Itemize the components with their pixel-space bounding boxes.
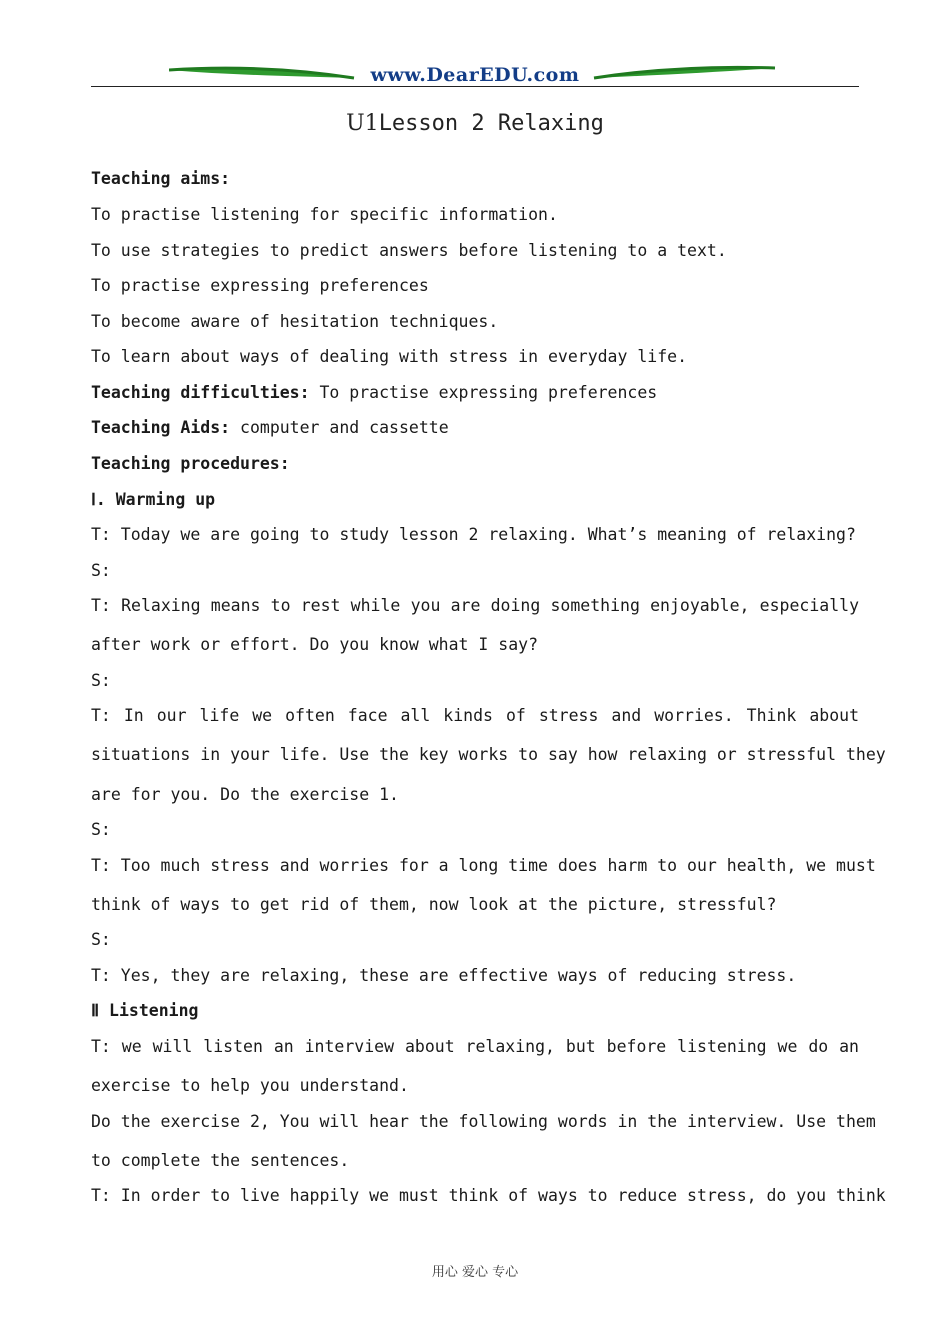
dialogue-line: situations in your life. Use the key works to say how relaxing or stressful they (91, 745, 886, 764)
aim-item: To become aware of hesitation techniques. (91, 312, 499, 331)
aim-item: To practise expressing preferences (91, 276, 429, 295)
dialogue-line: Do the exercise 2, You will hear the following words in the interview. Use them (91, 1112, 876, 1131)
dialogue-line: T: Today we are going to study lesson 2 relaxing. What’s meaning of relaxing? (91, 525, 856, 544)
dialogue-line: T: Too much stress and worries for a long time does harm to our health, we must (91, 856, 876, 875)
difficulties-value: To practise expressing preferences (309, 383, 658, 402)
dialogue-line: are for you. Do the exercise 1. (91, 785, 399, 804)
listening-heading: Ⅱ Listening (91, 1001, 199, 1020)
dialogue-line: S: (91, 561, 111, 580)
dialogue-line: T: we will listen an interview about relaxing, but before listening we do an (91, 1037, 859, 1056)
dialogue-line: T: Relaxing means to rest while you are doing something enjoyable, especially (91, 596, 859, 615)
dialogue-line: S: (91, 671, 111, 690)
dialogue-line: T: Yes, they are relaxing, these are effective ways of reducing stress. (91, 966, 797, 985)
dialogue-line: T: In our life we often face all kinds of stress and worries. Think about (91, 706, 859, 725)
page-header (91, 58, 859, 90)
page-footer: 用心 爱心 专心 (431, 1265, 519, 1280)
aids-label: Teaching Aids: (91, 418, 231, 437)
dialogue-line: T: In order to live happily we must think of ways to reduce stress, do you think (91, 1186, 886, 1205)
dialogue-line: to complete the sentences. (91, 1151, 350, 1170)
dialogue-line: think of ways to get rid of them, now look at the picture, stressful? (91, 895, 777, 914)
aim-item: To practise listening for specific information. (91, 205, 558, 224)
dialogue-line: exercise to help you understand. (91, 1076, 409, 1095)
aim-item: To use strategies to predict answers before listening to a text. (91, 241, 727, 260)
aids-value: computer and cassette (230, 418, 449, 437)
teaching-difficulties (91, 382, 859, 404)
logo-text: www.DearEDU.com (370, 64, 580, 86)
difficulties-label: Teaching difficulties: (91, 383, 310, 402)
teaching-aims-heading: Teaching aims: (91, 169, 231, 188)
aim-item: To learn about ways of dealing with stress in everyday life. (91, 347, 688, 366)
teaching-procedures-heading: Teaching procedures: (91, 454, 290, 473)
dialogue-line: S: (91, 930, 111, 949)
header-divider (91, 86, 859, 87)
teaching-aids (91, 417, 859, 439)
title-unit: U1 (346, 111, 379, 136)
dialogue-line: after work or effort. Do you know what I say? (91, 635, 539, 654)
page-title (0, 111, 950, 136)
dialogue-line: S: (91, 820, 111, 839)
title-lesson: Lesson 2 Relaxing (378, 111, 604, 136)
warming-up-heading: Ⅰ. Warming up (91, 490, 216, 509)
